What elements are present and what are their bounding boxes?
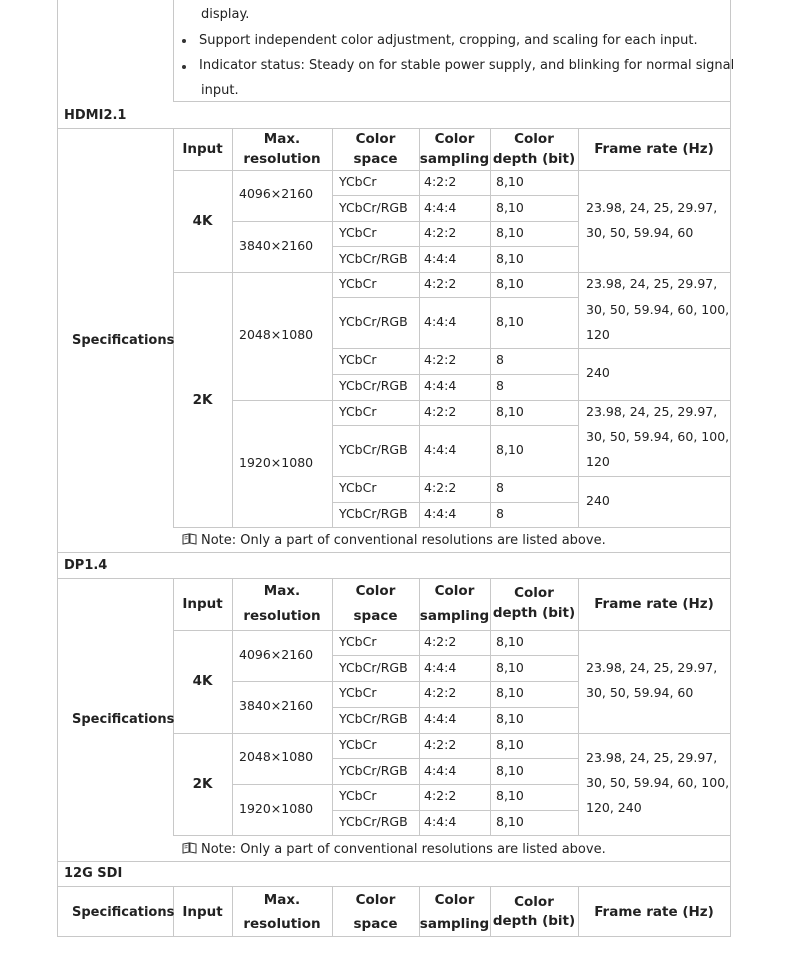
- color-space-cell: YCbCr: [339, 685, 377, 700]
- row-label-specifications: Specifications: [72, 333, 175, 348]
- header-max: Max.: [263, 583, 301, 599]
- color-space-cell: YCbCr: [339, 174, 377, 189]
- header-color: Color: [514, 585, 554, 601]
- color-space-cell: YCbCr: [339, 276, 377, 291]
- sampling-cell: 4:4:4: [424, 814, 457, 829]
- resolution-cell: 1920×1080: [239, 801, 314, 816]
- frame-rate-cell: 30, 50, 59.94, 60: [586, 225, 694, 240]
- intro-line: display.: [201, 7, 250, 22]
- sampling-cell: 4:2:2: [424, 634, 457, 649]
- header-color: Color: [434, 131, 475, 147]
- header-sampling: sampling: [419, 151, 490, 167]
- header-color: Color: [355, 892, 396, 908]
- frame-rate-cell: 120: [586, 327, 610, 342]
- note: [182, 842, 606, 856]
- sampling-cell: 4:2:2: [424, 685, 457, 700]
- section-title-dp: DP1.4: [64, 558, 108, 573]
- depth-cell: 8,10: [496, 788, 524, 803]
- color-space-cell: YCbCr/RGB: [339, 200, 408, 215]
- depth-cell: 8: [496, 480, 504, 495]
- depth-cell: 8,10: [496, 276, 524, 291]
- color-space-cell: YCbCr: [339, 634, 377, 649]
- header-color: Color: [514, 894, 554, 910]
- header-sampling: sampling: [419, 916, 490, 932]
- depth-cell: 8,10: [496, 763, 524, 778]
- header-color: Color: [434, 892, 475, 908]
- resolution-cell: 1920×1080: [239, 455, 314, 470]
- header-input: Input: [182, 596, 223, 612]
- frame-rate-cell: 120: [586, 454, 610, 469]
- sampling-cell: 4:4:4: [424, 378, 457, 393]
- header-resolution: resolution: [243, 916, 321, 932]
- sampling-cell: 4:2:2: [424, 225, 457, 240]
- input-2k: 2K: [192, 776, 213, 792]
- resolution-cell: 2048×1080: [239, 749, 314, 764]
- input-4k: 4K: [192, 213, 213, 229]
- resolution-cell: 4096×2160: [239, 647, 314, 662]
- book-icon: [182, 842, 197, 854]
- color-space-cell: YCbCr/RGB: [339, 660, 408, 675]
- sampling-cell: 4:2:2: [424, 174, 457, 189]
- intro-bullet: Indicator status: Steady on for stable power supply, and blinking for normal signal: [199, 58, 735, 73]
- row-label-specifications: Specifications: [72, 712, 175, 727]
- color-space-cell: YCbCr: [339, 788, 377, 803]
- sampling-cell: 4:2:2: [424, 480, 457, 495]
- resolution-cell: 3840×2160: [239, 698, 314, 713]
- color-space-cell: YCbCr: [339, 225, 377, 240]
- frame-rate-cell: 30, 50, 59.94, 60, 100,: [586, 775, 730, 790]
- input-2k: 2K: [192, 392, 213, 408]
- header-depth: depth (bit): [492, 151, 576, 167]
- header-resolution: resolution: [243, 151, 321, 167]
- sampling-cell: 4:4:4: [424, 763, 457, 778]
- header-depth: depth (bit): [492, 605, 576, 621]
- section-title-hdmi: HDMI2.1: [64, 108, 127, 123]
- depth-cell: 8: [496, 378, 504, 393]
- header-space: space: [353, 608, 398, 624]
- depth-cell: 8,10: [496, 711, 524, 726]
- sampling-cell: 4:4:4: [424, 200, 457, 215]
- header-color: Color: [514, 131, 554, 147]
- color-space-cell: YCbCr/RGB: [339, 314, 408, 329]
- color-space-cell: YCbCr/RGB: [339, 378, 408, 393]
- header-color: Color: [355, 131, 396, 147]
- header-input: Input: [182, 904, 223, 920]
- sampling-cell: 4:4:4: [424, 314, 457, 329]
- header-color: Color: [434, 583, 475, 599]
- depth-cell: 8,10: [496, 737, 524, 752]
- row-label-specifications: Specifications: [72, 905, 175, 920]
- input-4k: 4K: [192, 673, 213, 689]
- depth-cell: 8,10: [496, 174, 524, 189]
- bullet-icon: [182, 39, 186, 43]
- depth-cell: 8,10: [496, 685, 524, 700]
- frame-rate-cell: 240: [586, 365, 610, 380]
- header-space: space: [353, 916, 398, 932]
- resolution-cell: 4096×2160: [239, 186, 314, 201]
- frame-rate-cell: 23.98, 24, 25, 29.97,: [586, 660, 718, 675]
- color-space-cell: YCbCr: [339, 737, 377, 752]
- resolution-cell: 3840×2160: [239, 238, 314, 253]
- resolution-cell: 2048×1080: [239, 327, 314, 342]
- color-space-cell: YCbCr/RGB: [339, 763, 408, 778]
- depth-cell: 8,10: [496, 200, 524, 215]
- header-frame-rate: Frame rate (Hz): [594, 596, 714, 612]
- sampling-cell: 4:4:4: [424, 251, 457, 266]
- frame-rate-cell: 120, 240: [586, 800, 642, 815]
- color-space-cell: YCbCr: [339, 404, 377, 419]
- depth-cell: 8,10: [496, 314, 524, 329]
- header-depth: depth (bit): [492, 913, 576, 929]
- header-input: Input: [182, 141, 223, 157]
- note: [182, 533, 606, 547]
- section-title-sdi: 12G SDI: [64, 866, 123, 881]
- depth-cell: 8,10: [496, 251, 524, 266]
- color-space-cell: YCbCr/RGB: [339, 814, 408, 829]
- header-max: Max.: [263, 892, 301, 908]
- sampling-cell: 4:4:4: [424, 711, 457, 726]
- color-space-cell: YCbCr: [339, 352, 377, 367]
- sampling-cell: 4:2:2: [424, 404, 457, 419]
- note-text: Note: Only a part of conventional resolutions are listed above.: [201, 533, 606, 548]
- depth-cell: 8,10: [496, 442, 524, 457]
- frame-rate-cell: 23.98, 24, 25, 29.97,: [586, 750, 718, 765]
- header-color: Color: [355, 583, 396, 599]
- header-max: Max.: [263, 131, 301, 147]
- frame-rate-cell: 30, 50, 59.94, 60: [586, 685, 694, 700]
- sampling-cell: 4:4:4: [424, 506, 457, 521]
- depth-cell: 8: [496, 352, 504, 367]
- note-text: Note: Only a part of conventional resolutions are listed above.: [201, 842, 606, 857]
- color-space-cell: YCbCr/RGB: [339, 506, 408, 521]
- frame-rate-cell: 23.98, 24, 25, 29.97,: [586, 404, 718, 419]
- sampling-cell: 4:2:2: [424, 788, 457, 803]
- intro-line: input.: [201, 83, 239, 98]
- frame-rate-cell: 23.98, 24, 25, 29.97,: [586, 200, 718, 215]
- frame-rate-cell: 30, 50, 59.94, 60, 100,: [586, 429, 730, 444]
- header-sampling: sampling: [419, 608, 490, 624]
- depth-cell: 8,10: [496, 634, 524, 649]
- depth-cell: 8,10: [496, 225, 524, 240]
- depth-cell: 8,10: [496, 404, 524, 419]
- frame-rate-cell: 23.98, 24, 25, 29.97,: [586, 276, 718, 291]
- color-space-cell: YCbCr/RGB: [339, 442, 408, 457]
- frame-rate-cell: 240: [586, 493, 610, 508]
- color-space-cell: YCbCr/RGB: [339, 251, 408, 266]
- color-space-cell: YCbCr: [339, 480, 377, 495]
- sampling-cell: 4:2:2: [424, 737, 457, 752]
- intro-bullet: Support independent color adjustment, cropping, and scaling for each input.: [199, 33, 698, 48]
- color-space-cell: YCbCr/RGB: [339, 711, 408, 726]
- frame-rate-cell: 30, 50, 59.94, 60, 100,: [586, 302, 730, 317]
- depth-cell: 8,10: [496, 660, 524, 675]
- bullet-icon: [182, 65, 186, 69]
- header-resolution: resolution: [243, 608, 321, 624]
- book-icon: [182, 533, 197, 545]
- sampling-cell: 4:4:4: [424, 660, 457, 675]
- depth-cell: 8: [496, 506, 504, 521]
- header-space: space: [353, 151, 398, 167]
- header-frame-rate: Frame rate (Hz): [594, 904, 714, 920]
- depth-cell: 8,10: [496, 814, 524, 829]
- sampling-cell: 4:2:2: [424, 352, 457, 367]
- header-frame-rate: Frame rate (Hz): [594, 141, 714, 157]
- sampling-cell: 4:2:2: [424, 276, 457, 291]
- sampling-cell: 4:4:4: [424, 442, 457, 457]
